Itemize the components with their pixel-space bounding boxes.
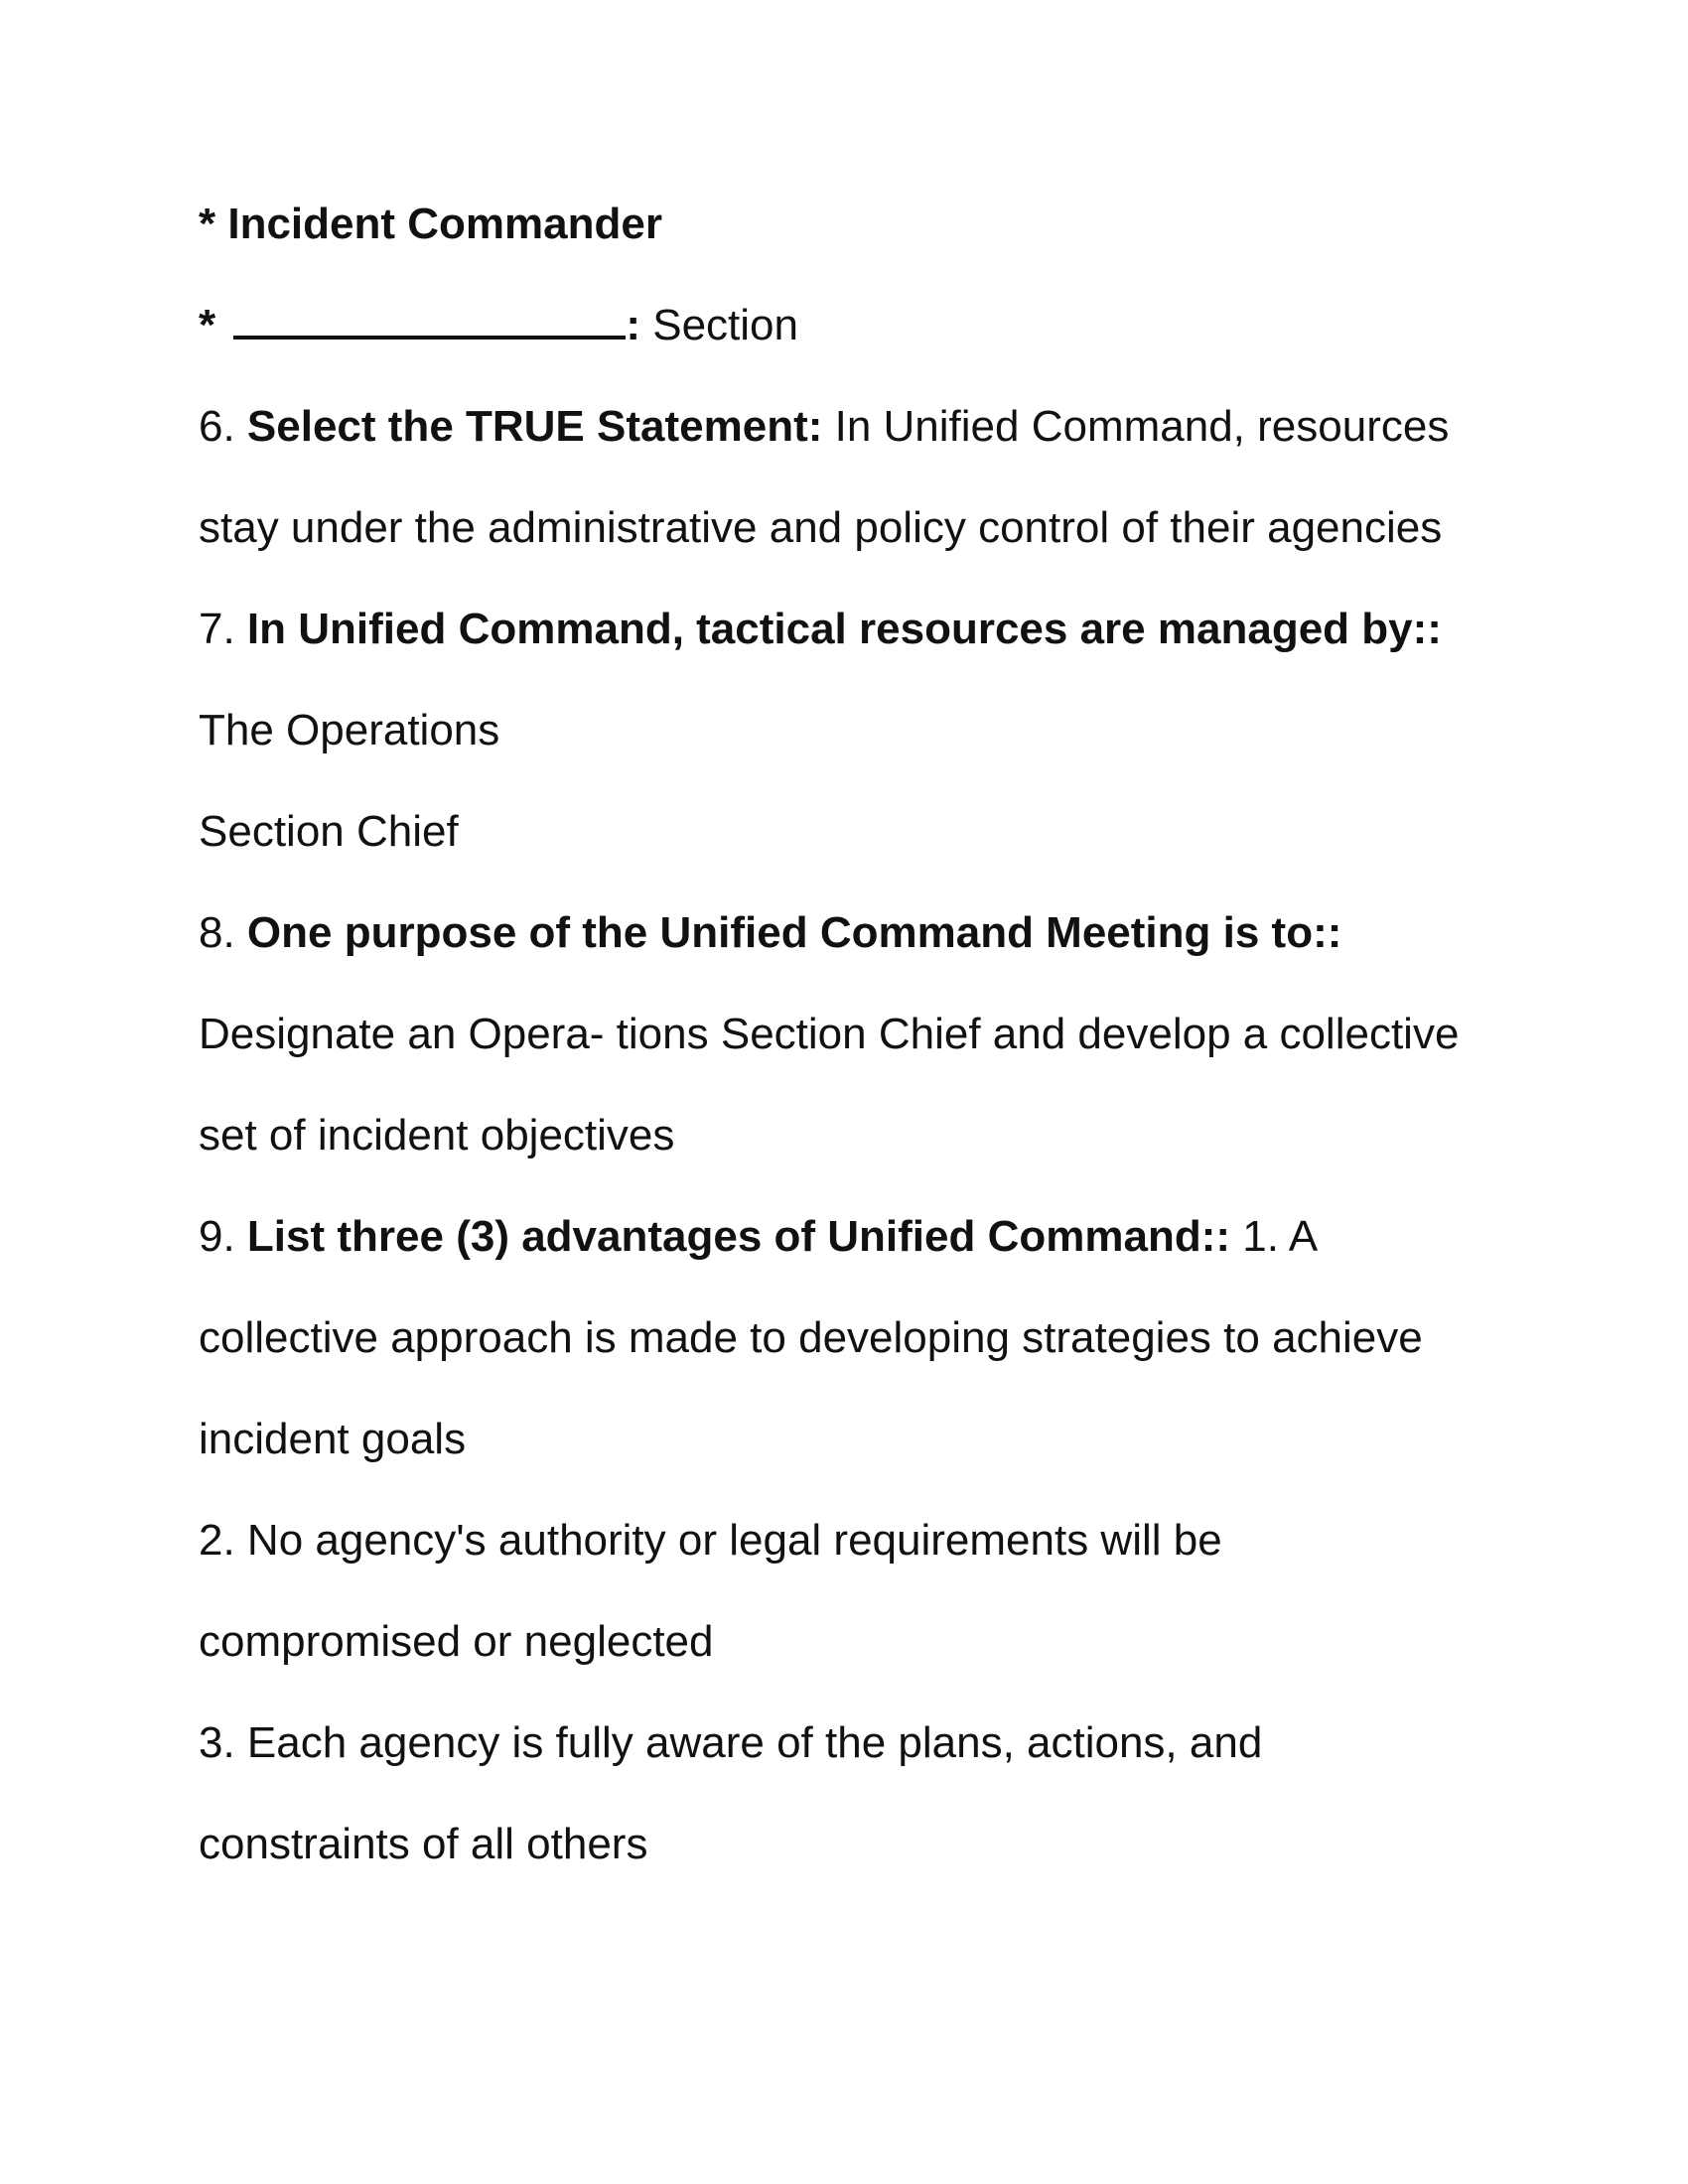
question-9 bbox=[199, 1201, 1529, 1302]
question-text: List three (3) advantages of Unified Command:: bbox=[246, 1212, 1231, 1261]
term-incident-commander: Incident Commander bbox=[227, 200, 662, 248]
question-number: 7. bbox=[199, 605, 247, 653]
question-text: Select the TRUE Statement: bbox=[246, 402, 823, 451]
colon: : bbox=[626, 301, 641, 349]
line-blank-section bbox=[199, 290, 1529, 391]
answer-text: incident goals bbox=[199, 1415, 467, 1463]
answer-text: set of incident objectives bbox=[199, 1111, 675, 1160]
question-8 bbox=[199, 897, 1529, 999]
line-incident-commander bbox=[199, 189, 1529, 290]
answer-9-line-3 bbox=[199, 1505, 1529, 1606]
answer-8-line-1 bbox=[199, 999, 1529, 1100]
answer-text: 3. Each agency is fully aware of the plans, actions, and bbox=[199, 1718, 1263, 1767]
answer-text: constraints of all others bbox=[199, 1820, 648, 1868]
fill-in-blank bbox=[233, 296, 626, 340]
answer-text: The Operations bbox=[199, 706, 500, 754]
answer-9-line-1 bbox=[199, 1302, 1529, 1404]
question-text: One purpose of the Unified Command Meeting is to:: bbox=[246, 908, 1342, 957]
answer-text: stay under the administrative and policy control of their agencies bbox=[199, 503, 1443, 552]
question-text: In Unified Command, tactical resources are managed by:: bbox=[246, 605, 1442, 653]
answer-text: 2. No agency's authority or legal requirements will be bbox=[199, 1516, 1222, 1565]
question-number: 9. bbox=[199, 1212, 247, 1261]
answer-text: Designate an Opera- tions Section Chief and develop a collective bbox=[199, 1010, 1460, 1058]
bullet: * bbox=[199, 200, 228, 248]
answer-7-line-1 bbox=[199, 695, 1529, 796]
answer-text: compromised or neglected bbox=[199, 1617, 714, 1666]
answer-text: collective approach is made to developing strategies to achieve bbox=[199, 1313, 1423, 1362]
bullet: * bbox=[199, 301, 228, 349]
question-6 bbox=[199, 391, 1529, 492]
answer-7-line-2 bbox=[199, 796, 1529, 897]
answer-9-line-5 bbox=[199, 1707, 1529, 1809]
answer-9-line-6 bbox=[199, 1809, 1529, 1910]
answer-section: Section bbox=[640, 301, 798, 349]
answer-text: 1. A bbox=[1230, 1212, 1319, 1261]
question-number: 8. bbox=[199, 908, 247, 957]
answer-6-continued bbox=[199, 492, 1529, 594]
question-number: 6. bbox=[199, 402, 247, 451]
answer-9-line-4 bbox=[199, 1606, 1529, 1707]
answer-9-line-2 bbox=[199, 1404, 1529, 1505]
answer-text: Section Chief bbox=[199, 807, 459, 856]
answer-text: In Unified Command, resources bbox=[822, 402, 1450, 451]
document-page bbox=[199, 189, 1529, 1910]
answer-8-line-2 bbox=[199, 1100, 1529, 1201]
question-7 bbox=[199, 594, 1529, 695]
